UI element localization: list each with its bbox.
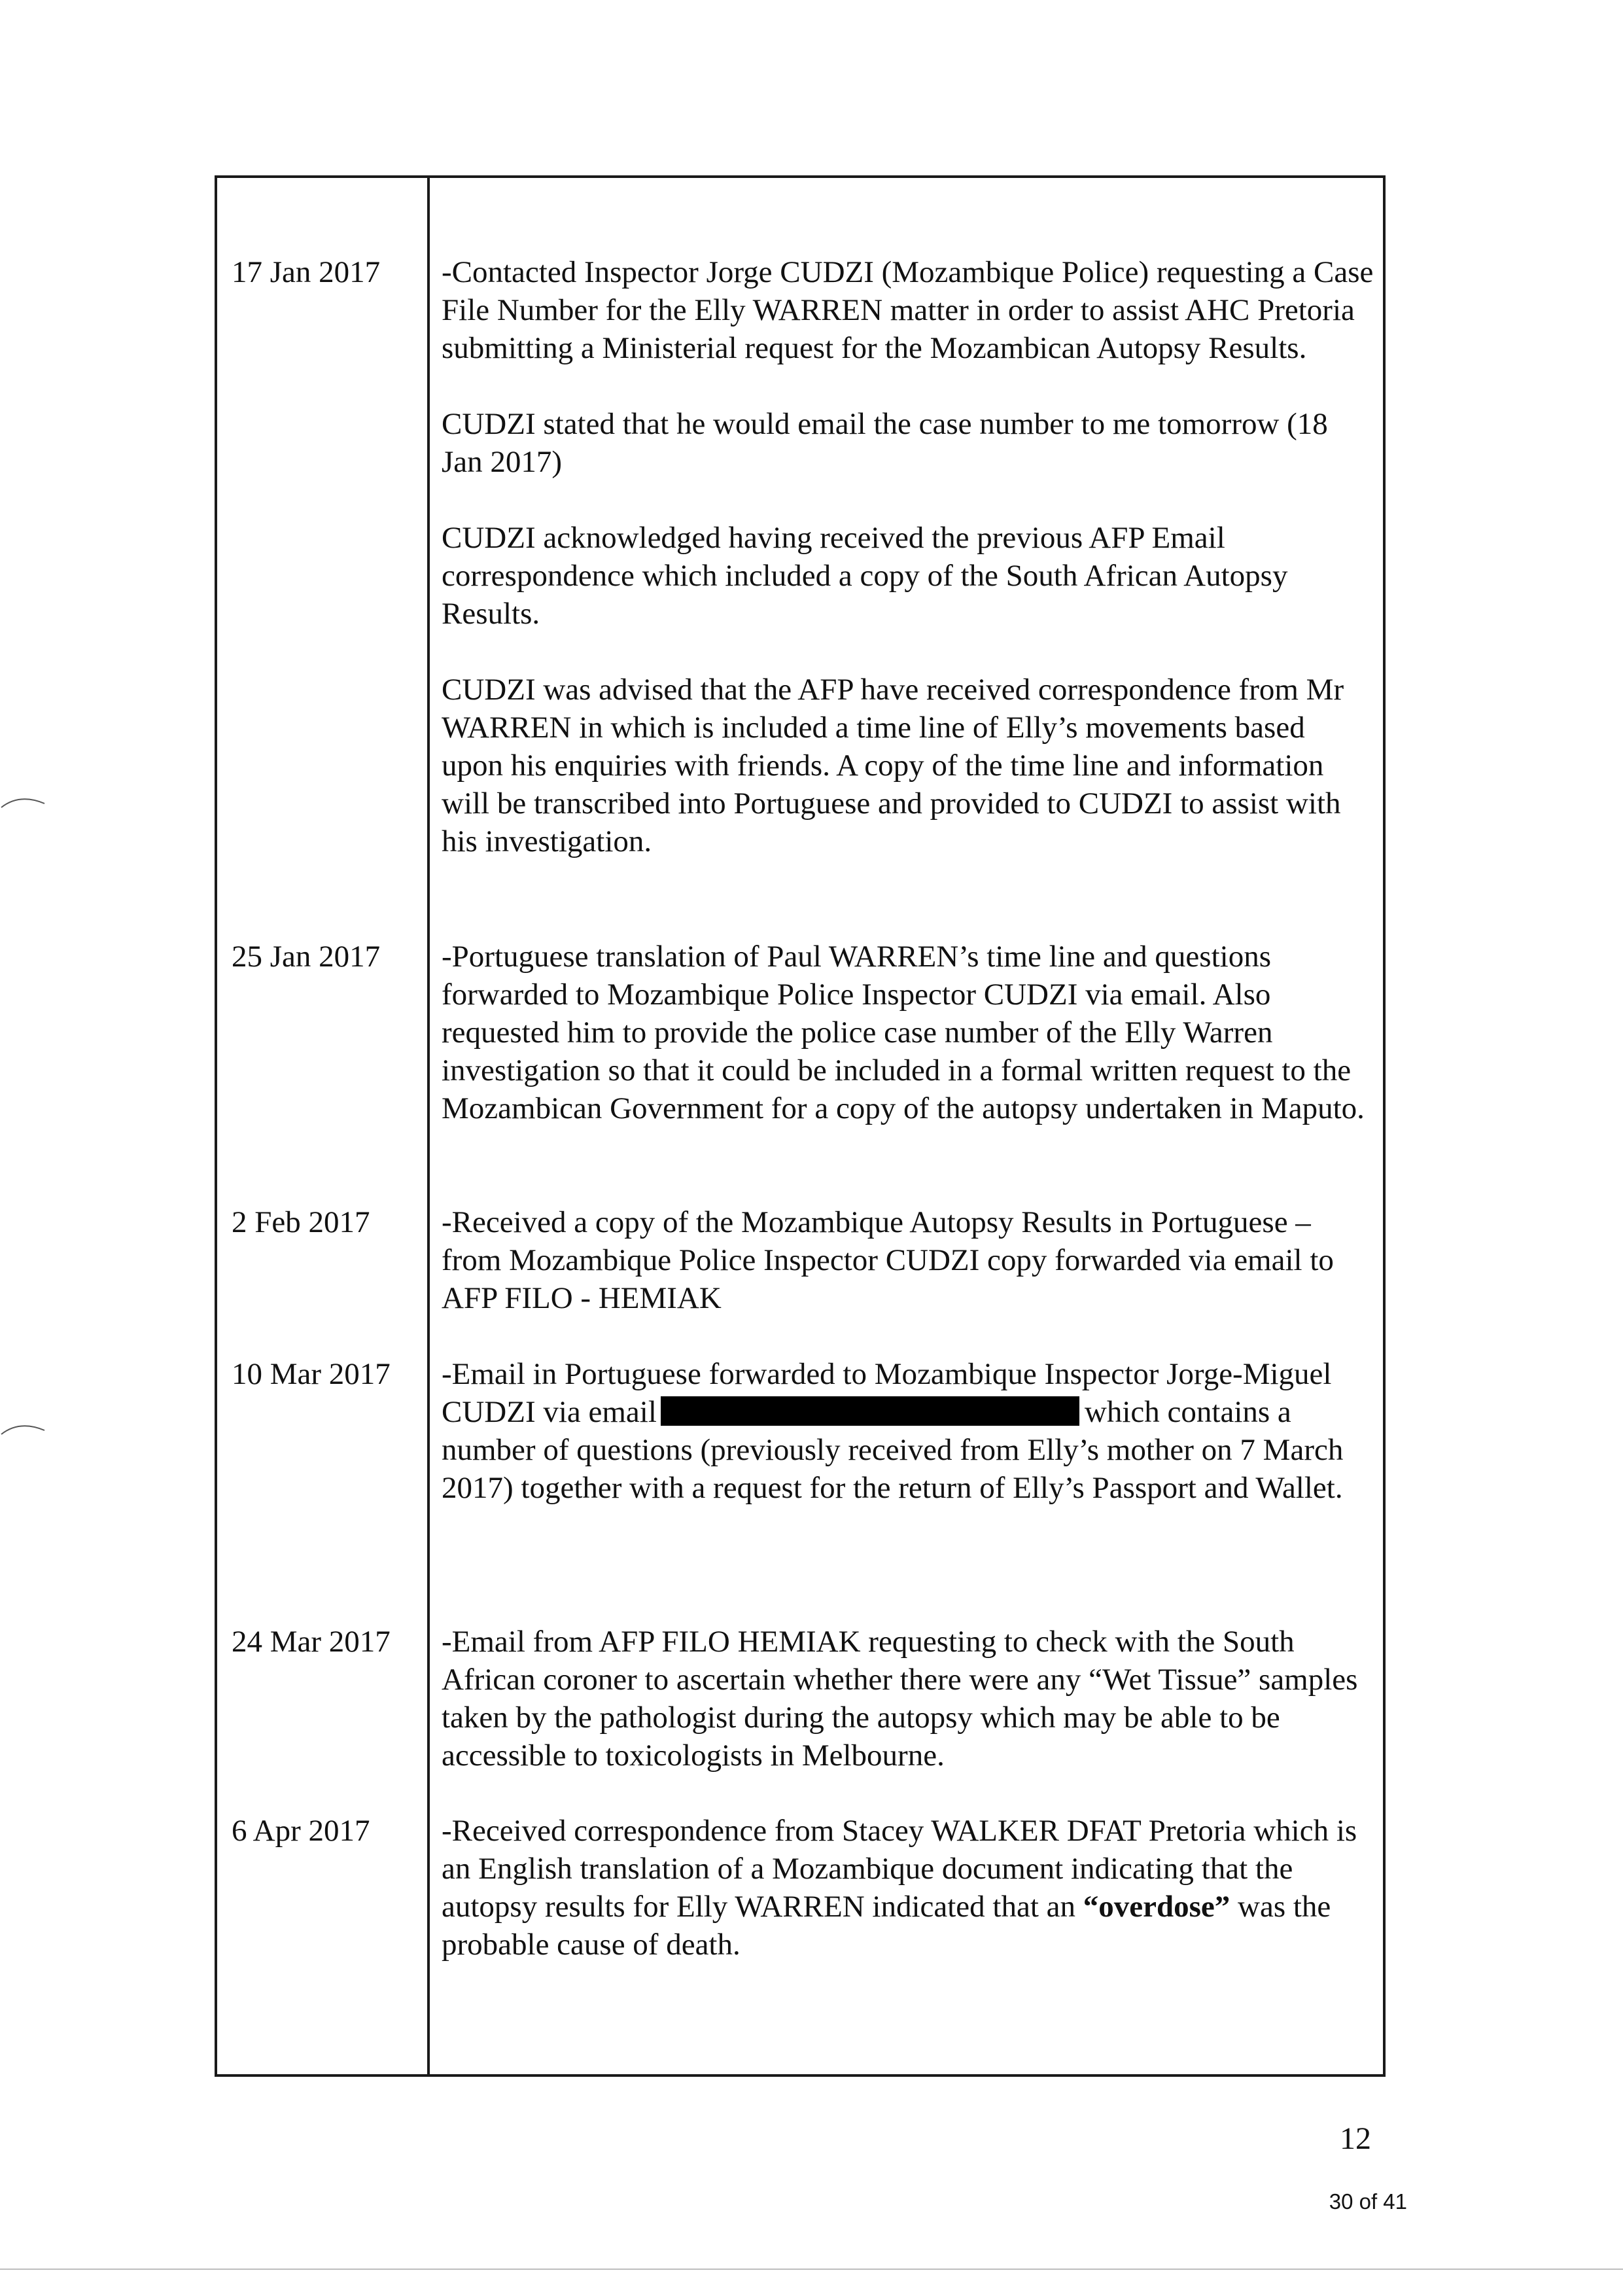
entry-paragraph: CUDZI stated that he would email the case number to me tomorrow (18 Jan 2017) xyxy=(442,407,1328,479)
entry-text-lead: -Received correspondence from Stacey WALKER DFAT Pretoria which is an English translation of a Mozambique document indicating that the autopsy results for Elly WARREN indicated that an xyxy=(442,1814,1357,1924)
entry-paragraph: CUDZI was advised that the AFP have received correspondence from Mr WARREN in which is included a time line of Elly’s movements based upon his enquiries with friends. A copy of the time line and information will be transcribed into Portuguese and provided to CUDZI to assist with his investigation. xyxy=(442,673,1344,858)
entry-text xyxy=(442,1355,1374,1507)
page-count: 30 of 41 xyxy=(1329,2189,1407,2214)
entry-date: 17 Jan 2017 xyxy=(232,255,381,289)
page-number: 12 xyxy=(1340,2121,1371,2156)
entry-text xyxy=(442,1812,1374,1964)
entry-paragraph: -Received a copy of the Mozambique Autopsy Results in Portuguese – from Mozambique Police Inspector CUDZI copy forwarded via email to AFP FILO - HEMIAK xyxy=(442,1205,1334,1315)
entry-text-emphasis: “overdose” xyxy=(1083,1890,1230,1924)
entry-text-after-redaction: which contains a number of questions (previously received from Elly’s mother on 7 March 2017) together with a request for the return of Elly’s Passport and Wallet. xyxy=(442,1395,1344,1505)
scan-mark-curve xyxy=(0,1419,46,1437)
entry-paragraph xyxy=(442,1355,1374,1507)
entry-date: 10 Mar 2017 xyxy=(232,1357,391,1391)
footer-rule xyxy=(0,2269,1623,2270)
entry-text xyxy=(442,1623,1374,1775)
entry-text-before-redaction: -Email in Portuguese forwarded to Mozambique Inspector Jorge-Miguel CUDZI via email xyxy=(442,1357,1332,1429)
entry-text xyxy=(442,938,1374,1127)
entry-paragraph: -Email from AFP FILO HEMIAK requesting to check with the South African coroner to ascertain whether there were any “Wet Tissue” samples taken by the pathologist during the autopsy which may be able to be accessible to toxicologists in Melbourne. xyxy=(442,1625,1358,1773)
entry-paragraph: -Contacted Inspector Jorge CUDZI (Mozambique Police) requesting a Case File Number for the Elly WARREN matter in order to assist AHC Pretoria submitting a Ministerial request for the Mozambican Autopsy Results. xyxy=(442,255,1374,365)
entry-date: 6 Apr 2017 xyxy=(232,1814,370,1848)
entry-paragraph xyxy=(442,1812,1374,1964)
entry-text-tail: was the probable cause of death. xyxy=(442,1890,1331,1962)
entry-date: 25 Jan 2017 xyxy=(232,940,381,974)
entry-paragraph: -Portuguese translation of Paul WARREN’s time line and questions forwarded to Mozambique Police Inspector CUDZI via email. Also requested him to provide the police case number of the Elly Warren investigation so that it could be included in a formal written request to the Mozambican Government for a copy of the autopsy undertaken in Maputo. xyxy=(442,940,1365,1125)
column-divider xyxy=(427,178,430,2074)
entry-paragraph: CUDZI acknowledged having received the previous AFP Email correspondence which included a copy of the South African Autopsy Results. xyxy=(442,521,1288,631)
entry-text xyxy=(442,1203,1374,1317)
entry-text xyxy=(442,253,1374,860)
timeline-table xyxy=(215,175,1386,2077)
redaction-bar xyxy=(661,1396,1079,1426)
entry-date: 2 Feb 2017 xyxy=(232,1205,370,1239)
scan-mark-curve xyxy=(0,792,46,810)
entry-date: 24 Mar 2017 xyxy=(232,1625,391,1659)
